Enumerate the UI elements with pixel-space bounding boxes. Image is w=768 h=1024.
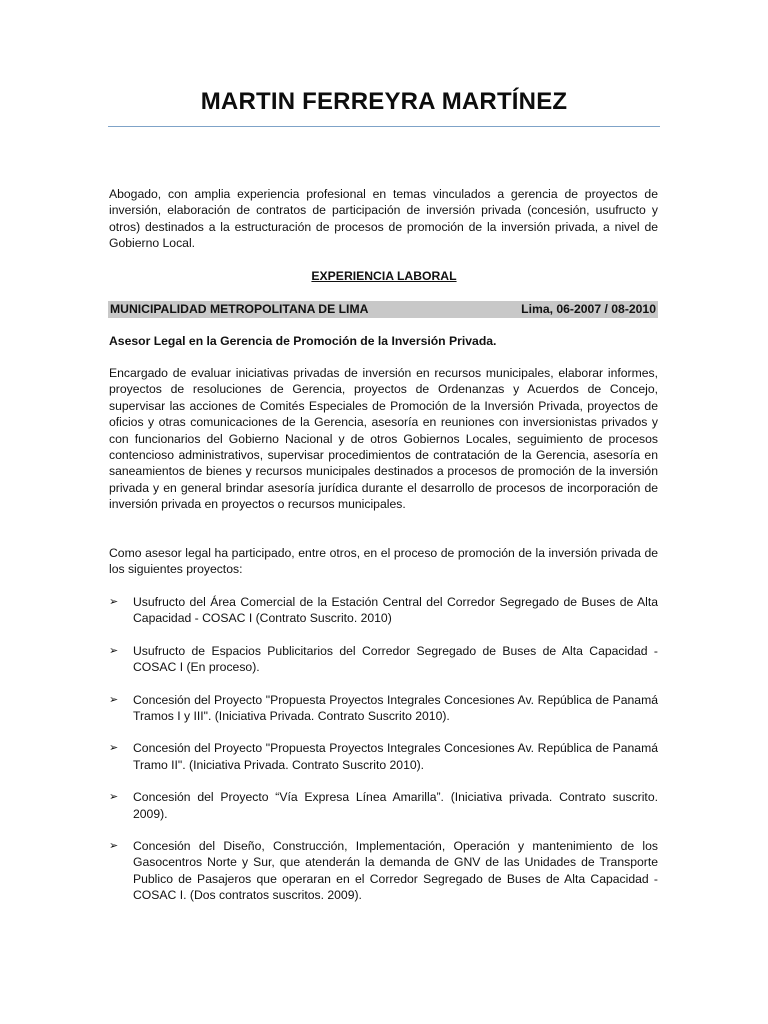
- section-heading-experience: EXPERIENCIA LABORAL: [311, 269, 457, 283]
- employer-bar: [108, 301, 658, 318]
- list-item: [108, 740, 658, 773]
- list-item: [108, 594, 658, 627]
- project-text: Usufructo del Área Comercial de la Estación Central del Corredor Segregado de Buses de Alta Capacidad - COSAC I (Contrato Suscrito. 2010): [133, 595, 658, 626]
- arrow-bullet-icon: ➢: [109, 644, 119, 657]
- professional-summary: Abogado, con amplia experiencia profesional en temas vinculados a gerencia de proyectos de inversión, elaboración de contratos de participación de inversión privada (concesión, usufructo y otros) destinados a la estructuración de procesos de promoción de la inversión privada, a nivel de Gobierno Local.: [109, 187, 658, 251]
- project-text: Concesión del Proyecto “Vía Expresa Línea Amarilla”. (Iniciativa privada. Contrato suscrito. 2009).: [133, 790, 658, 821]
- project-text: Concesión del Diseño, Construcción, Implementación, Operación y mantenimiento de los Gasocentros Norte y Sur, que atenderán la demanda de GNV de las Unidades de Transporte Publico de Pasajeros que operaran en el Corredor Segregado de Buses de Alta Capacidad - COSAC I. (Dos contratos suscritos. 2009).: [133, 839, 658, 903]
- project-text: Concesión del Proyecto "Propuesta Proyectos Integrales Concesiones Av. República de Panamá Tramos I y III". (Iniciativa Privada. Contrato Suscrito 2010).: [133, 692, 658, 724]
- list-item: [108, 838, 658, 904]
- project-text: Concesión del Proyecto "Propuesta Proyectos Integrales Concesiones Av. República de Panamá Tramo II". (Iniciativa Privada. Contrato Suscrito 2010).: [133, 741, 658, 772]
- employer-location-dates: Lima, 06-2007 / 08-2010: [521, 302, 656, 316]
- arrow-bullet-icon: ➢: [109, 742, 119, 755]
- projects-list: [108, 594, 658, 920]
- job-role: Asesor Legal en la Gerencia de Promoción de la Inversión Privada.: [109, 334, 497, 348]
- arrow-bullet-icon: ➢: [109, 791, 119, 804]
- projects-intro: Como asesor legal ha participado, entre otros, en el proceso de promoción de la inversión privada de los siguientes proyectos:: [109, 546, 658, 577]
- page-title: MARTIN FERREYRA MARTÍNEZ: [200, 88, 568, 115]
- title-underline: [108, 126, 660, 127]
- arrow-bullet-icon: ➢: [109, 693, 119, 706]
- job-duties: Encargado de evaluar iniciativas privadas de inversión en recursos municipales, elaborar informes, proyectos de resoluciones de Gerencia, proyectos de Ordenanzas y Acuerdos de Concejo, supervisar las acciones de Comités Especiales de Promoción de la Inversión Privada, proyectos de oficios y otras comunicaciones de la Gerencia, asesoría en reuniones con inversionistas privados y con funcionarios del Gobierno Nacional y de otros Gobiernos Locales, seguimiento de procesos contencioso administrativos, supervisar procedimientos de contratación de la Gerencia, asesoría en saneamientos de bienes y recursos municipales destinados a procesos de promoción de la inversión privada y en general brindar asesoría jurídica durante el desarrollo de procesos de incorporación de inversión privada en proyectos o recursos municipales.: [109, 366, 658, 512]
- arrow-bullet-icon: ➢: [109, 840, 119, 853]
- arrow-bullet-icon: ➢: [109, 596, 119, 608]
- project-text: Usufructo de Espacios Publicitarios del Corredor Segregado de Buses de Alta Capacidad - COSAC I (En proceso).: [133, 643, 658, 675]
- list-item: [108, 789, 658, 822]
- list-item: [108, 643, 658, 676]
- list-item: [108, 692, 658, 725]
- employer-name: MUNICIPALIDAD METROPOLITANA DE LIMA: [110, 302, 369, 316]
